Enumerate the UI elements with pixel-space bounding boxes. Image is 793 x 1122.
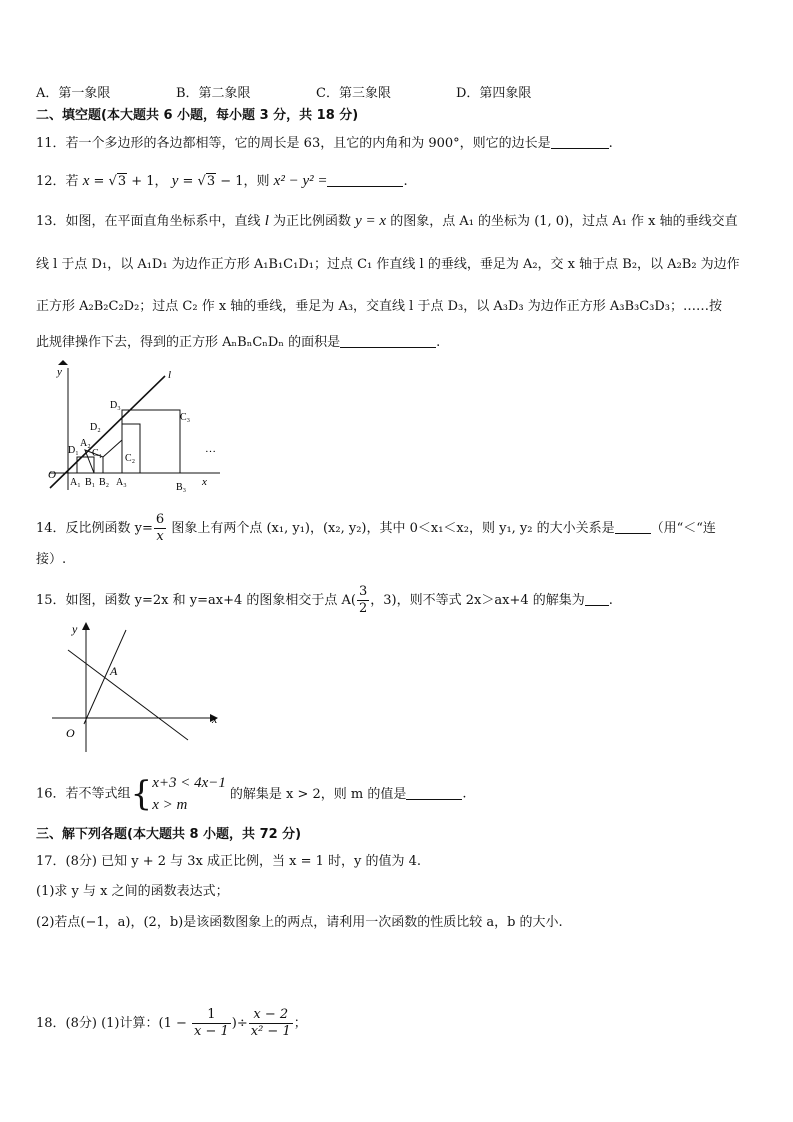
fraction-x-2-over-x2-1 [249, 1007, 293, 1040]
q12-rest1: + 1， [127, 174, 168, 189]
label-y: y [72, 622, 78, 636]
question-17-part-1: (1)求 y 与 x 之间的函数表达式； [36, 884, 229, 899]
fraction-6-over-x [154, 512, 166, 545]
line-l: l [264, 213, 269, 229]
q12-expr: x² − y² = [273, 173, 328, 189]
q15-text-a: 15．如图，函数 y=2x 和 y=ax+4 的图象相交于点 A( [36, 593, 356, 608]
question-15 [36, 584, 613, 618]
section-3-title: 三、解下列各题(本大题共 8 小题，共 72 分) [36, 827, 302, 842]
denominator: x − 1 [194, 1024, 229, 1039]
answer-blank[interactable] [406, 785, 462, 800]
inequality-system [152, 772, 226, 816]
q18-text-b: )÷ [231, 1016, 248, 1031]
q16-end: . [462, 786, 467, 802]
figure-13-square-sequence [40, 360, 230, 495]
question-13-line-4 [36, 333, 440, 353]
denominator: x [156, 529, 164, 544]
option-d: D．第四象限 [456, 86, 532, 101]
q13-text-b: 为正比例函数 [268, 214, 356, 229]
brace-symbol: { [130, 774, 153, 814]
q12-num: 12．若 [36, 174, 79, 189]
question-13-line-2: 线 l 于点 D₁，以 A₁D₁ 为边作正方形 A₁B₁C₁D₁；过点 C₁ 作直线 l 的垂线，垂足为 A₂，交 x 轴于点 B₂，以 A₂B₂ 为边作 [36, 257, 740, 272]
label-c2: C₂ [125, 453, 136, 464]
numerator: x − 2 [249, 1007, 293, 1024]
label-d3: D₃ [110, 400, 121, 411]
fraction-1-over-x-1 [192, 1007, 231, 1040]
label-b1: B₁ [85, 477, 96, 488]
label-dots: … [205, 443, 216, 455]
q12-eq1: = [89, 174, 109, 189]
q18-text-c: ； [293, 1016, 307, 1031]
label-o: O [66, 726, 75, 740]
label-a: A [110, 664, 118, 678]
q14-text-b: 图象上有两个点 (x₁, y₁)，(x₂, y₂)，其中 0＜x₁＜x₂，则 y₁, y₂ 的大小关系是 [167, 521, 615, 536]
sqrt-3: 3 [117, 174, 127, 189]
line-y-2x [84, 630, 126, 724]
label-x: x [212, 712, 218, 726]
q16-text-a: 16．若不等式组 [36, 786, 131, 802]
answer-blank[interactable] [327, 172, 403, 187]
option-b: B．第二象限 [176, 86, 251, 101]
label-a3: A₃ [116, 477, 127, 488]
q11-end: . [608, 136, 613, 151]
label-x: x [202, 476, 207, 488]
var-y: y [171, 173, 179, 189]
numerator: 6 [155, 512, 165, 527]
inequality-2: x > m [152, 797, 188, 813]
denominator: x² − 1 [250, 1024, 291, 1039]
question-13-line-3: 正方形 A₂B₂C₂D₂；过点 C₂ 作 x 轴的垂线，垂足为 A₃，交直线 l 于点 D₃，以 A₃D₃ 为边作正方形 A₃B₃C₃D₃；……按 [36, 299, 723, 314]
label-y: y [57, 366, 62, 378]
square-2b [122, 424, 140, 473]
q13-text-c: 的图象，点 A₁ 的坐标为 (1, 0)，过点 A₁ 作 x 轴的垂线交直 [386, 214, 738, 229]
section-2-title: 二、填空题(本大题共 6 小题，每小题 3 分，共 18 分) [36, 108, 359, 123]
q14-text-c: （用“＜“连 [650, 521, 716, 536]
q13-text-a: 13．如图，在平面直角坐标系中，直线 [36, 214, 265, 229]
q15-end: . [608, 593, 613, 608]
label-b2: B₂ [99, 477, 110, 488]
numerator: 3 [359, 584, 368, 599]
line-l-graph [50, 376, 165, 488]
label-b3: B₃ [176, 482, 187, 493]
figure-15-intersecting-lines [50, 620, 230, 755]
q11-text: 11．若一个多边形的各边都相等，它的周长是 63，且它的内角和为 900°，则它的边长是 [36, 136, 551, 151]
answer-blank[interactable] [340, 333, 436, 348]
question-13-line-1 [36, 211, 738, 232]
q15-text-b: ，3)，则不等式 2x＞ax+4 的解集为 [370, 593, 585, 608]
sqrt-3b: 3 [206, 174, 216, 189]
question-12: 12．若 x = √3 + 1， y = √3 − 1，则 x² − y² = . [36, 173, 408, 189]
answer-blank[interactable] [615, 519, 651, 534]
question-11 [36, 134, 613, 154]
var-x: x [82, 173, 90, 189]
fraction-3-over-2 [357, 584, 369, 617]
question-17: 17．(8分) 已知 y + 2 与 3x 成正比例，当 x = 1 时，y 的值为 4. [36, 854, 422, 869]
q12-end: . [403, 174, 408, 189]
q13-text-d: 此规律操作下去，得到的正方形 AₙBₙCₙDₙ 的面积是 [36, 335, 341, 350]
answer-blank[interactable] [551, 134, 609, 149]
label-c3: C₃ [180, 412, 191, 423]
perp-line [103, 440, 122, 457]
q12-eq2: = [178, 174, 198, 189]
answer-blank[interactable] [585, 591, 609, 606]
label-d1: D₁ [68, 445, 79, 456]
q13-end: . [436, 335, 441, 350]
question-16 [36, 772, 467, 817]
option-a: A．第一象限 [36, 86, 111, 101]
q18-text-a: 18．(8分) (1)计算：(1 − [36, 1016, 192, 1031]
q16-text-b: 的解集是 x > 2，则 m 的值是 [229, 786, 407, 802]
question-14 [36, 512, 716, 546]
label-a1: A₁ [70, 477, 81, 488]
question-17-part-2: (2)若点(−1，a)，(2，b)是该函数图象上的两点，请利用一次函数的性质比较 a，b 的大小. [36, 915, 563, 930]
label-c1: C₁ [92, 448, 103, 459]
label-o: O [48, 469, 56, 481]
label-a2: A₂ [80, 438, 91, 449]
label-l: l [168, 369, 172, 381]
question-18 [36, 1004, 307, 1044]
option-c: C．第三象限 [316, 86, 391, 101]
question-14-line-2: 接）. [36, 552, 67, 567]
q12-rest2: − 1，则 [216, 174, 274, 189]
numerator: 1 [192, 1007, 231, 1024]
label-d2: D₂ [90, 422, 101, 433]
q14-text-a: 14．反比例函数 y= [36, 521, 153, 536]
function-y-eq-x: y = x [355, 213, 387, 229]
denominator: 2 [359, 601, 368, 616]
inequality-1: x+3 < 4x−1 [152, 775, 226, 791]
